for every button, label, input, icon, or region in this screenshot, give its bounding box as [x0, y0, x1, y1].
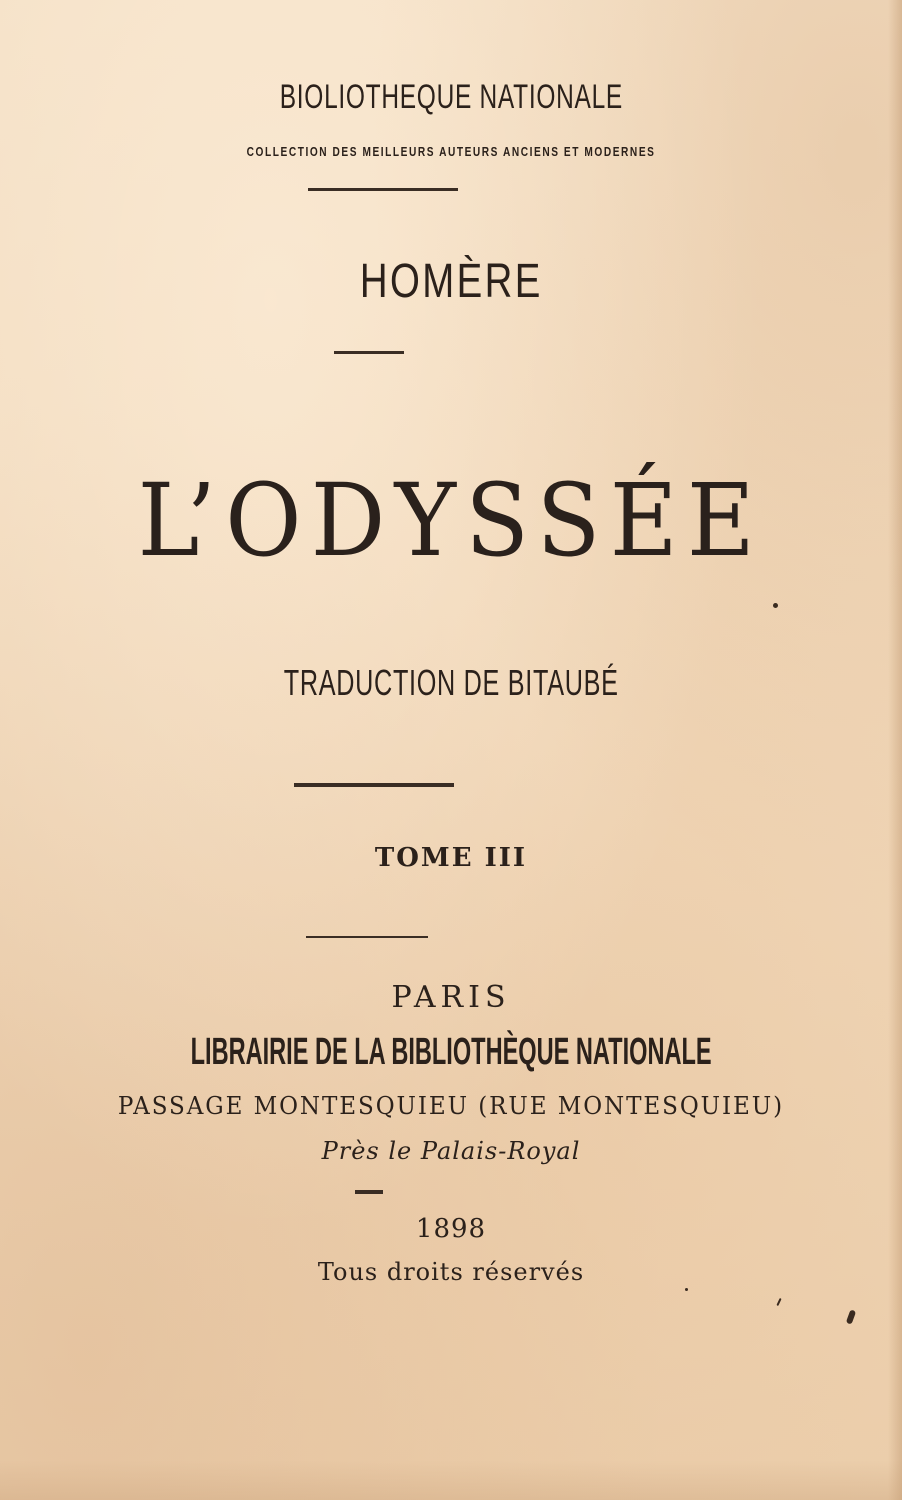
ink-speck — [776, 1298, 781, 1306]
rights-notice: Tous droits réservés — [317, 1258, 585, 1286]
series-title: BIOLIOTHEQUE NATIONALE — [279, 78, 623, 116]
page-bottom-shadow — [0, 1460, 902, 1500]
volume-line — [0, 843, 902, 873]
divider-rule-4 — [306, 936, 428, 938]
place-line — [0, 980, 902, 1015]
ink-speck — [685, 1288, 688, 1291]
book-title: L’ODYSSÉE — [137, 462, 765, 579]
publisher-location-note: Près le Palais-Royal — [321, 1137, 581, 1165]
series-subtitle-line — [0, 144, 902, 160]
author-name: HOMÈRE — [359, 255, 543, 308]
divider-rule-3 — [294, 783, 454, 787]
divider-rule-5 — [355, 1190, 383, 1194]
book-title-line — [0, 462, 902, 579]
publisher-line — [0, 1030, 902, 1074]
address-line — [0, 1092, 902, 1120]
translation-credit: TRADUCTION DE BITAUBÉ — [283, 662, 619, 703]
publication-place: PARIS — [391, 980, 511, 1015]
publisher-name: LIBRAIRIE DE LA BIBLIOTHÈQUE NATIONALE — [190, 1031, 712, 1073]
near-line — [0, 1137, 902, 1165]
divider-rule-2 — [334, 351, 404, 354]
publication-year: 1898 — [415, 1214, 487, 1244]
rights-line — [0, 1258, 902, 1286]
translation-line — [0, 662, 902, 704]
ink-speck — [773, 603, 778, 608]
volume-label: TOME III — [374, 843, 528, 873]
year-line — [0, 1214, 902, 1244]
publisher-address: PASSAGE MONTESQUIEU (RUE MONTESQUIEU) — [117, 1092, 785, 1120]
ink-speck — [846, 1309, 856, 1324]
author-line — [0, 254, 902, 309]
divider-rule-1 — [308, 188, 458, 191]
series-title-line — [0, 78, 902, 117]
series-subtitle: COLLECTION DES MEILLEURS AUTEURS ANCIENS ET MODERNES — [246, 144, 656, 159]
